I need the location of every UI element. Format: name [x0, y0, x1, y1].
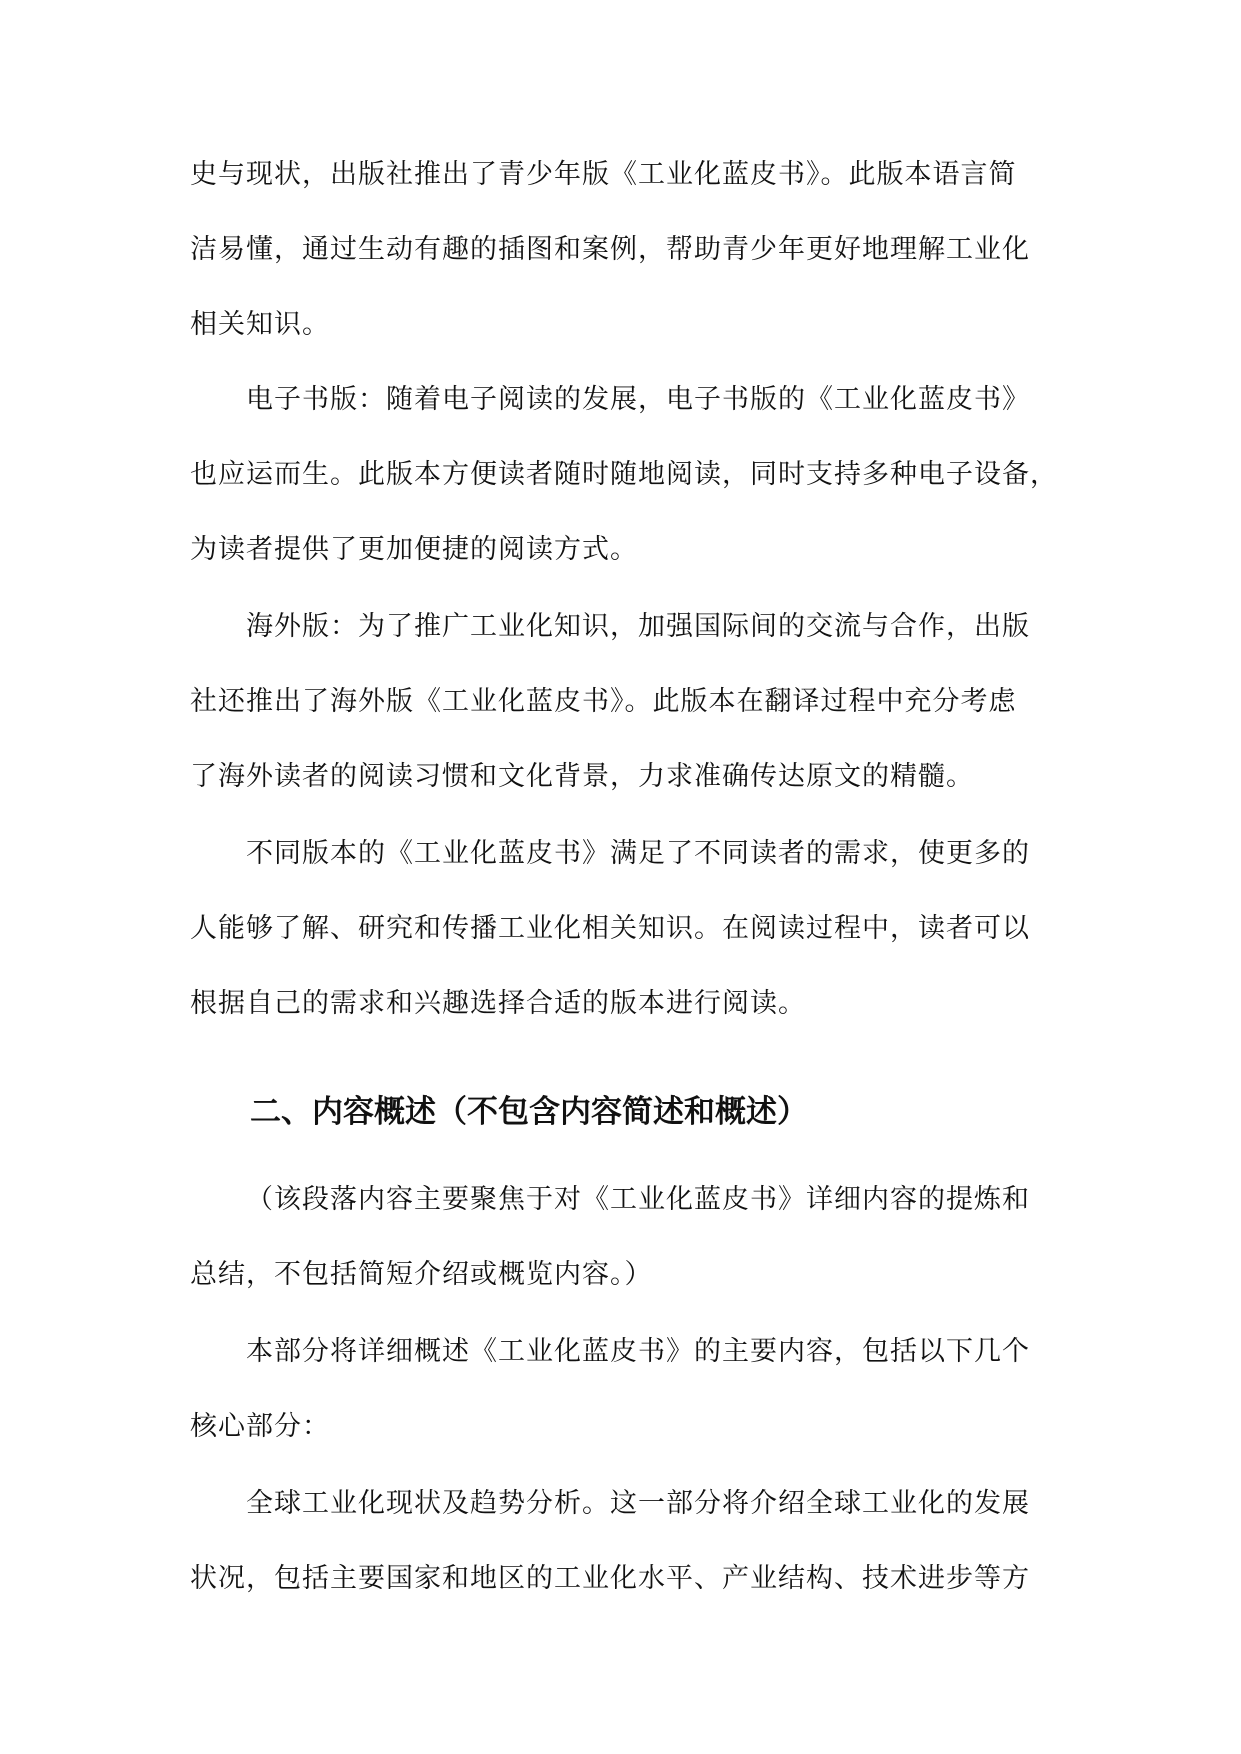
paragraph-line: 海外版：为了推广工业化知识，加强国际间的交流与合作，出版 — [246, 611, 1030, 642]
paragraph-line: 总结，不包括简短介绍或概览内容。） — [190, 1259, 653, 1290]
paragraph-line: 为读者提供了更加便捷的阅读方式。 — [190, 534, 638, 565]
paragraph-line: 核心部分： — [190, 1411, 330, 1442]
paragraph-line: 本部分将详细概述《工业化蓝皮书》的主要内容，包括以下几个 — [246, 1336, 1030, 1367]
paragraph-line: 也应运而生。此版本方便读者随时随地阅读，同时支持多种电子设备， — [190, 459, 1058, 490]
paragraph-line: 电子书版：随着电子阅读的发展，电子书版的《工业化蓝皮书》 — [246, 384, 1030, 415]
paragraph-line: 社还推出了海外版《工业化蓝皮书》。此版本在翻译过程中充分考虑 — [190, 686, 1017, 717]
paragraph-line: 史与现状，出版社推出了青少年版《工业化蓝皮书》。此版本语言简 — [190, 159, 1017, 190]
paragraph-line: 洁易懂，通过生动有趣的插图和案例，帮助青少年更好地理解工业化 — [190, 234, 1030, 265]
paragraph-line: 状况，包括主要国家和地区的工业化水平、产业结构、技术进步等方 — [190, 1563, 1030, 1594]
paragraph-line: 根据自己的需求和兴趣选择合适的版本进行阅读。 — [190, 988, 806, 1019]
paragraph-line: 不同版本的《工业化蓝皮书》满足了不同读者的需求，使更多的 — [246, 838, 1030, 869]
paragraph-line: 全球工业化现状及趋势分析。这一部分将介绍全球工业化的发展 — [246, 1488, 1030, 1519]
paragraph-line: 了海外读者的阅读习惯和文化背景，力求准确传达原文的精髓。 — [190, 761, 974, 792]
paragraph-line: 相关知识。 — [190, 309, 330, 340]
section-heading: 二、内容概述（不包含内容简述和概述） — [250, 1094, 808, 1130]
paragraph-line: （该段落内容主要聚焦于对《工业化蓝皮书》详细内容的提炼和 — [246, 1184, 1030, 1215]
paragraph-line: 人能够了解、研究和传播工业化相关知识。在阅读过程中，读者可以 — [190, 913, 1030, 944]
